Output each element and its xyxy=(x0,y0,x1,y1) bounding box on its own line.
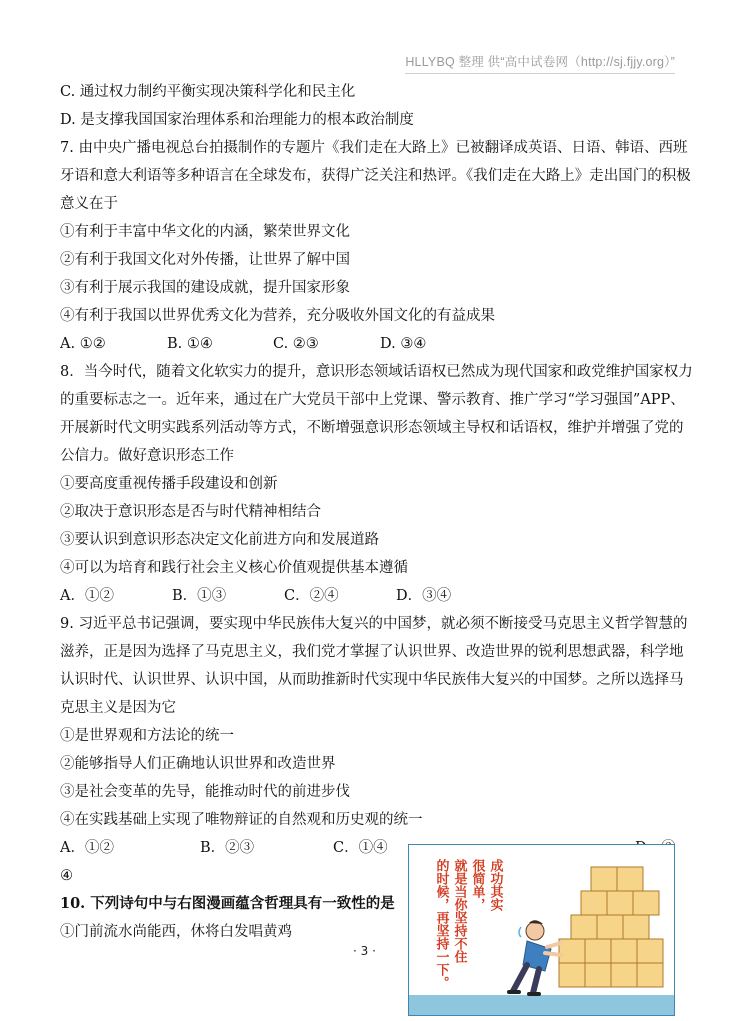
q7-item-3: ③有利于展示我国的建设成就，提升国家形象 xyxy=(60,280,350,296)
q8-item-1: ①要高度重视传播手段建设和创新 xyxy=(60,476,278,492)
page-header: HLLYBQ 整理 供“高中试卷网（http://sj.fjjy.org）” xyxy=(405,52,675,74)
q7-item-1: ①有利于丰富中华文化的内涵，繁荣世界文化 xyxy=(60,224,350,240)
q8-options xyxy=(60,582,680,610)
q7-stem-line-3: 意义在于 xyxy=(60,196,118,212)
q8-stem-line-2: 的重要标志之一。近年来，通过在广大党员干部中上党课、警示教育、推广学习“学习强国”APP、 xyxy=(60,392,685,408)
cartoon-caption-column-4: 的时候，再坚持一下。 xyxy=(433,859,449,989)
q9-stem-line-2: 滋养，正是因为选择了马克思主义，我们党才掌握了认识世界、改造世界的锐利思想武器，科学地 xyxy=(60,644,684,660)
q7-option-b: B. ①④ xyxy=(167,336,213,352)
q7-options xyxy=(60,330,680,358)
q9-item-2: ②能够指导人们正确地认识世界和改造世界 xyxy=(60,756,336,772)
page-number: · 3 · xyxy=(353,944,376,958)
q9-item-4: ④在实践基础上实现了唯物辩证的自然观和历史观的统一 xyxy=(60,812,423,828)
q8-stem-line-4: 公信力。做好意识形态工作 xyxy=(60,448,234,464)
q8-option-a: A．①② xyxy=(60,588,114,604)
q7-option-c: C. ②③ xyxy=(273,336,319,352)
cartoon-caption-column-1: 成功其实 xyxy=(487,859,503,911)
q8-item-4: ④可以为培育和践行社会主义核心价值观提供基本遵循 xyxy=(60,560,408,576)
q8-item-2: ②取决于意识形态是否与时代精神相结合 xyxy=(60,504,321,520)
q9-stem-line-1: 9. 习近平总书记强调，要实现中华民族伟大复兴的中国梦，就必须不断接受马克思主义哲学智慧的 xyxy=(60,616,688,632)
q7-stem-line-1: 7. 由中央广播电视总台拍摄制作的专题片《我们走在大路上》已被翻译成英语、日语、韩语、西班 xyxy=(60,140,688,156)
q7-option-d: D. ③④ xyxy=(380,336,427,352)
q6-option-c: C. 通过权力制约平衡实现决策科学化和民主化 xyxy=(60,84,356,100)
q8-stem-line-3: 开展新时代文明实践系列活动等方式，不断增强意识形态领域主导权和话语权，维护并增强了党的 xyxy=(60,420,684,436)
cartoon-illustration xyxy=(408,844,675,1016)
q9-option-a: A．①② xyxy=(60,840,114,856)
q8-stem-line-1: 8．当今时代，随着文化软实力的提升，意识形态领域话语权已然成为现代国家和政党维护国家权力 xyxy=(60,364,693,380)
q7-item-2: ②有利于我国文化对外传播，让世界了解中国 xyxy=(60,252,350,268)
q9-item-3: ③是社会变革的先导，能推动时代的前进步伐 xyxy=(60,784,350,800)
q9-item-1: ①是世界观和方法论的统一 xyxy=(60,728,234,744)
q8-option-b: B．①③ xyxy=(172,588,227,604)
cartoon-caption-column-2: 很简单， xyxy=(469,859,485,911)
q7-item-4: ④有利于我国以世界优秀文化为营养，充分吸收外国文化的有益成果 xyxy=(60,308,495,324)
exam-content xyxy=(60,78,693,946)
q9-stem-line-3: 认识时代、认识世界、认识中国，从而助推新时代实现中华民族伟大复兴的中国梦。之所以选择马 xyxy=(60,672,684,688)
q9-option-d-wrap: ④ xyxy=(60,868,73,884)
q9-option-b: B．②③ xyxy=(200,840,255,856)
q7-option-a: A. ①② xyxy=(60,336,106,352)
q8-option-c: C．②④ xyxy=(284,588,339,604)
cartoon-caption-column-3: 就是当你坚持不住 xyxy=(451,859,467,963)
q8-item-3: ③要认识到意识形态决定文化前进方向和发展道路 xyxy=(60,532,379,548)
q7-stem-line-2: 牙语和意大利语等多种语言在全球发布，获得广泛关注和热评。《我们走在大路上》走出国门的积极 xyxy=(60,168,691,184)
q8-option-d: D．③④ xyxy=(396,588,452,604)
q9-stem-line-4: 克思主义是因为它 xyxy=(60,700,176,716)
q9-option-c: C．①④ xyxy=(333,840,388,856)
q10-stem: 10. 下列诗句中与右图漫画蕴含哲理具有一致性的是 xyxy=(60,895,395,912)
q10-item-1: ①门前流水尚能西，休将白发唱黄鸡 xyxy=(60,924,292,940)
q6-option-d: D. 是支撑我国国家治理体系和治理能力的根本政治制度 xyxy=(60,112,414,128)
